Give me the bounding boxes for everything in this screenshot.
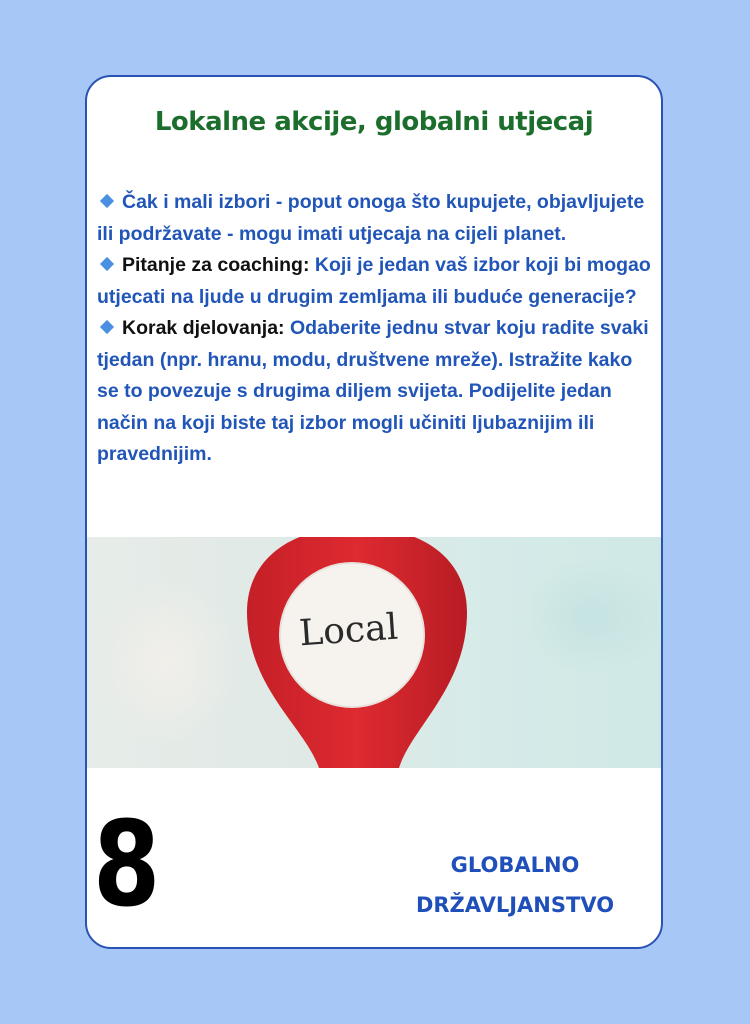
action-text: Odaberite jednu stvar koju radite svaki tjedan (npr. hranu, modu, društvene mreže). Istražite kako se to povezuje s drugima diljem svijeta. Podijelite jedan način na koji biste taj izbor mogli učiniti ljubaznijim ili pravednijim. bbox=[97, 317, 649, 465]
intro-text: Čak i mali izbori - poput onoga što kupujete, objavljujete ili podržavate - mogu imati utjecaja na cijeli planet. bbox=[97, 191, 645, 245]
diamond-bullet-icon bbox=[100, 320, 114, 334]
pin-label: Local bbox=[297, 606, 400, 655]
card-body bbox=[97, 187, 657, 471]
category-label bbox=[385, 845, 645, 925]
category-line-1: GLOBALNO bbox=[450, 853, 580, 877]
coaching-paragraph bbox=[97, 250, 657, 313]
card bbox=[85, 75, 663, 949]
diamond-bullet-icon bbox=[100, 194, 114, 208]
card-number: 8 bbox=[93, 795, 161, 933]
intro-paragraph bbox=[97, 187, 657, 250]
local-pin-photo bbox=[87, 537, 663, 768]
diamond-bullet-icon bbox=[100, 257, 114, 271]
coaching-text: Koji je jedan vaš izbor koji bi mogao utjecati na ljude u drugim zemljama ili buduće generacije? bbox=[97, 254, 651, 308]
action-paragraph bbox=[97, 313, 657, 471]
coaching-label: Pitanje za coaching: bbox=[122, 254, 310, 276]
location-pin-icon bbox=[87, 537, 663, 768]
action-label: Korak djelovanja: bbox=[122, 317, 285, 339]
card-title: Lokalne akcije, globalni utjecaj bbox=[154, 107, 594, 137]
category-line-2: DRŽAVLJANSTVO bbox=[415, 893, 615, 917]
